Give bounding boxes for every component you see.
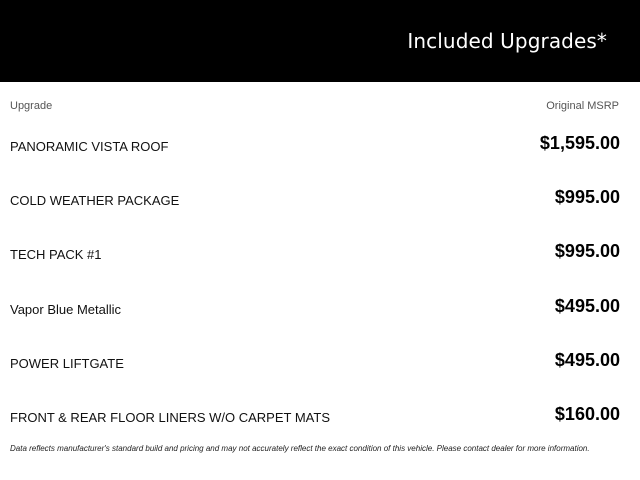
upgrade-name: COLD WEATHER PACKAGE — [10, 193, 180, 208]
upgrade-name: TECH PACK #1 — [10, 247, 102, 262]
upgrade-row — [0, 296, 640, 326]
upgrade-price: $495.00 — [554, 350, 620, 370]
upgrade-name: POWER LIFTGATE — [10, 356, 124, 371]
upgrade-row — [0, 241, 640, 271]
upgrade-name: PANORAMIC VISTA ROOF — [10, 139, 169, 154]
disclaimer-text: Data reflects manufacturer's standard build and pricing and may not accurately reflect the exact condition of this vehicle. Please contact dealer for more information. — [10, 444, 590, 453]
column-header-msrp: Original MSRP — [546, 100, 619, 112]
upgrade-price: $160.00 — [554, 404, 620, 424]
upgrade-name: FRONT & REAR FLOOR LINERS W/O CARPET MATS — [10, 410, 330, 425]
upgrade-row — [0, 350, 640, 380]
column-header-upgrade: Upgrade — [10, 100, 53, 112]
upgrades-header — [0, 0, 640, 82]
upgrade-price: $495.00 — [554, 296, 620, 316]
upgrade-row — [0, 404, 640, 434]
upgrade-price: $995.00 — [554, 241, 620, 261]
upgrade-price: $1,595.00 — [539, 133, 620, 153]
upgrade-price: $995.00 — [554, 187, 620, 207]
page-title: Included Upgrades* — [407, 29, 607, 53]
upgrade-row — [0, 187, 640, 217]
upgrade-row — [0, 133, 640, 163]
upgrade-name: Vapor Blue Metallic — [10, 302, 122, 317]
